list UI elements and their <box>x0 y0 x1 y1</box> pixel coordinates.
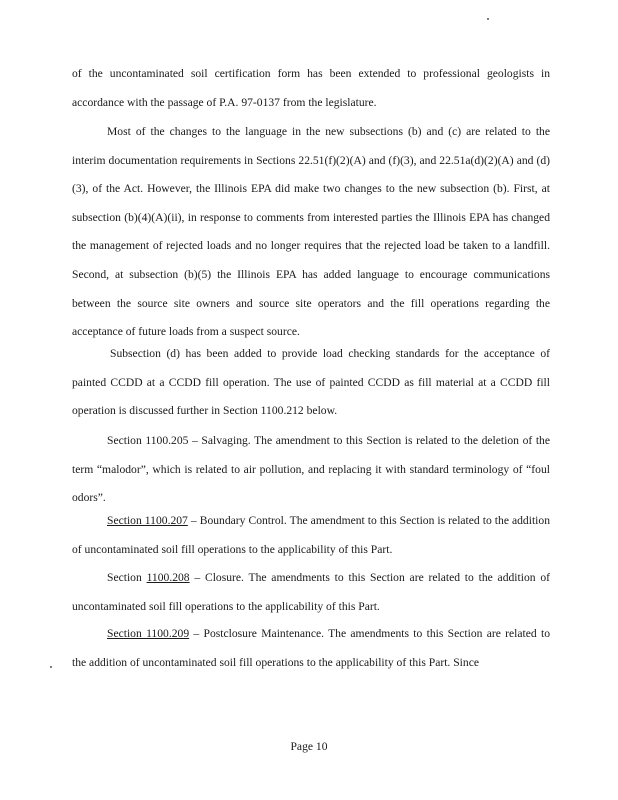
section-heading-1100-209: Section 1100.209 <box>107 627 190 640</box>
section-text-1100-207: – Boundary Control. The amendment to this Section is related to the addition of uncontaminated soil fill operations to the applicability of this Part. <box>72 514 550 556</box>
scan-speck <box>50 666 52 668</box>
paragraph-section-1100-205: Section 1100.205 – Salvaging. The amendment to this Section is related to the deletion of the term “malodor”, which is related to air pollution, and replacing it with standard terminology of “foul odors”. <box>72 434 550 505</box>
paragraph-subsection-d: Subsection (d) has been added to provide load checking standards for the acceptance of painted CCDD at a CCDD fill operation. The use of painted CCDD as fill material at a CCDD fill operation is discussed further in Section 1100.212 below. <box>72 347 550 418</box>
paragraph-section-1100-209 <box>72 620 550 677</box>
paragraph-section-1100-208 <box>72 564 550 621</box>
paragraph-subsections-changes: Most of the changes to the language in the new subsections (b) and (c) are related to the interim documentation requirements in Sections 22.51(f)(2)(A) and (f)(3), and 22.51a(d)(2)(A) and (d)(3), of the Act. However, the Illinois EPA did make two changes to the new subsection (b). First, at subsection (b)(4)(A)(ii), in response to comments from interested parties the Illinois EPA has changed the management of rejected loads and no longer requires that the rejected load be taken to a landfill. Second, at subsection (b)(5) the Illinois EPA has added language to encourage communications between the source site owners and source site operators and the fill operations regarding the acceptance of future loads from a suspect source. <box>72 125 550 339</box>
section-heading-1100-207: Section 1100.207 <box>107 514 188 527</box>
page-number: Page 10 <box>290 740 328 753</box>
section-prefix-1100-208: Section <box>107 571 147 584</box>
paragraph-section-1100-207 <box>72 507 550 564</box>
paragraph-continuation: of the uncontaminated soil certification form has been extended to professional geologists in accordance with the passage of P.A. 97-0137 from the legislature. <box>72 67 550 109</box>
scan-speck <box>487 18 489 20</box>
section-text-1100-208: – Closure. The amendments to this Section are related to the addition of uncontaminated soil fill operations to the applicability of this Part. <box>72 571 550 613</box>
section-text-1100-209: – Postclosure Maintenance. The amendments to this Section are related to the addition of uncontaminated soil fill operations to the applicability of this Part. Since <box>72 627 550 669</box>
section-number-1100-208: 1100.208 <box>146 571 190 584</box>
